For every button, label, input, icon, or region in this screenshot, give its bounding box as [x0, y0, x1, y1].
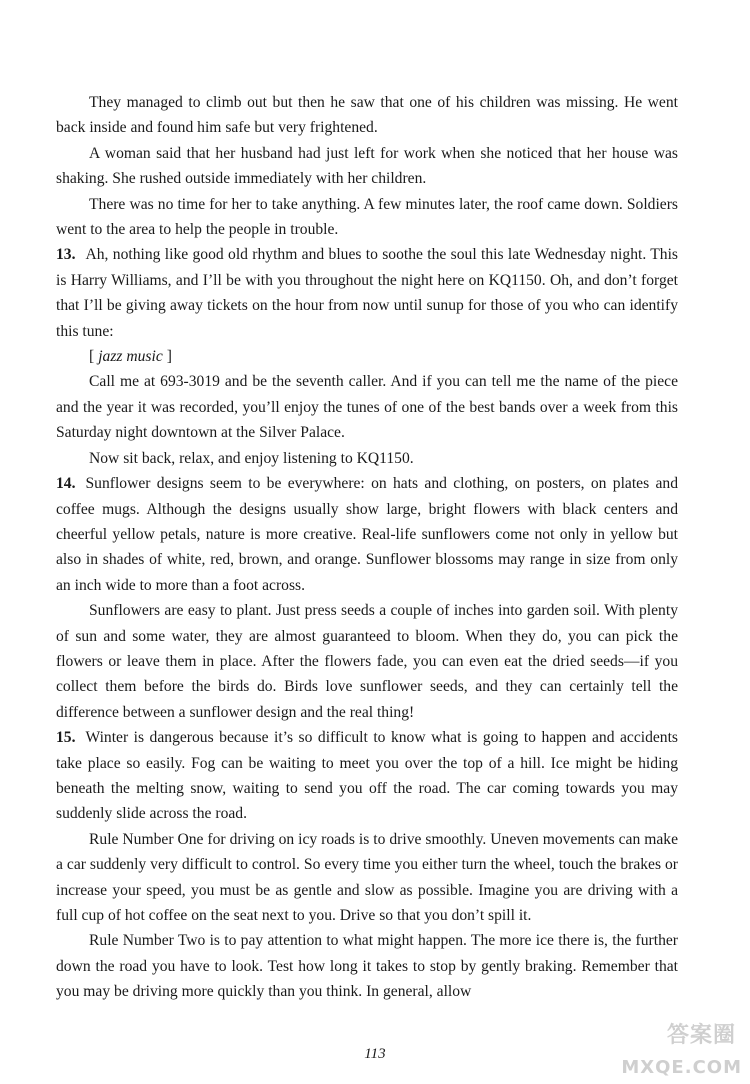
paragraph-text: Winter is dangerous because it’s so difficult to know what is going to happen and accidents take place so easily. Fog can be waiting to meet you over the top of a hill. Ice might be hiding beneath the melting snow, waiting to send you off the road. The car coming towards you may suddenly slide across the road. — [56, 729, 678, 823]
paragraph-text: A woman said that her husband had just left for work when she noticed that her house was shaking. She rushed outside immediately with her children. — [56, 144, 678, 188]
paragraph — [56, 369, 678, 445]
item-number: 14. — [56, 475, 76, 493]
paragraph-text: Now sit back, relax, and enjoy listening to KQ1150. — [89, 449, 414, 467]
paragraph — [56, 192, 678, 243]
paragraph — [56, 446, 678, 471]
stage-direction-text: jazz music — [98, 348, 163, 366]
item-number: 15. — [56, 729, 76, 747]
item-number: 13. — [56, 246, 76, 264]
paragraph-text: Sunflower designs seem to be everywhere: on hats and clothing, on posters, on plates and coffee mugs. Although the designs usually show large, bright flowers with black centers and cheerful yellow petals, nature is more creative. Real-life sunflowers come not only in yellow but also in shades of white, red, brown, and orange. Sunflower blossoms may range in size from only an inch wide to more than a foot across. — [56, 475, 678, 594]
paragraph-text: Call me at 693-3019 and be the seventh caller. And if you can tell me the name of the piece and the year it was recorded, you’ll enjoy the tunes of one of the best bands over a week from this Saturday night downtown at the Silver Palace. — [56, 373, 678, 442]
paragraph-text: They managed to climb out but then he saw that one of his children was missing. He went back inside and found him safe but very frightened. — [56, 94, 678, 137]
numbered-paragraph — [56, 471, 678, 598]
open-bracket-glyph: [ — [89, 348, 95, 366]
numbered-paragraph — [56, 242, 678, 344]
paragraph — [56, 141, 678, 192]
paragraph-text: There was no time for her to take anything. A few minutes later, the roof came down. Soldiers went to the area to help the people in trouble. — [56, 195, 678, 239]
close-bracket-glyph: ] — [166, 348, 172, 366]
watermark-logo-text: 答案圈 — [666, 1023, 736, 1048]
watermark-site-text: MXQE.COM — [621, 1057, 742, 1078]
page-body — [56, 90, 678, 1005]
paragraph-text: Rule Number One for driving on icy roads is to drive smoothly. Uneven movements can make a car suddenly very difficult to control. So every time you either turn the wheel, touch the brakes or increase your speed, you must be as gentle and slow as possible. Imagine you are driving with a full cup of hot coffee on the seat next to you. Drive so that you don’t spill it. — [56, 830, 678, 924]
paragraph-text: Ah, nothing like good old rhythm and blues to soothe the soul this late Wednesday night. This is Harry Williams, and I’ll be with you throughout the night here on KQ1150. Oh, and don’t forget that I’ll be giving away tickets on the hour from now until sunup for those of you who can identify this tune: — [56, 246, 678, 340]
page-number: 113 — [364, 1046, 386, 1062]
paragraph — [56, 90, 678, 141]
numbered-paragraph — [56, 725, 678, 827]
paragraph — [56, 827, 678, 929]
paragraph — [56, 928, 678, 1004]
paragraph-text: Sunflowers are easy to plant. Just press seeds a couple of inches into garden soil. With plenty of sun and some water, they are almost guaranteed to bloom. When they do, you can pick the flowers or leave them in place. After the flowers fade, you can even eat the dried seeds—if you collect them before the birds do. Birds love sunflower seeds, and they can certainly tell the difference between a sunflower design and the real thing! — [56, 602, 678, 721]
paragraph-text: Rule Number Two is to pay attention to what might happen. The more ice there is, the further down the road you have to look. Test how long it takes to stop by gently braking. Remember that you may be driving more quickly than you think. In general, allow — [56, 932, 678, 1001]
stage-direction — [56, 344, 678, 369]
paragraph — [56, 598, 678, 725]
